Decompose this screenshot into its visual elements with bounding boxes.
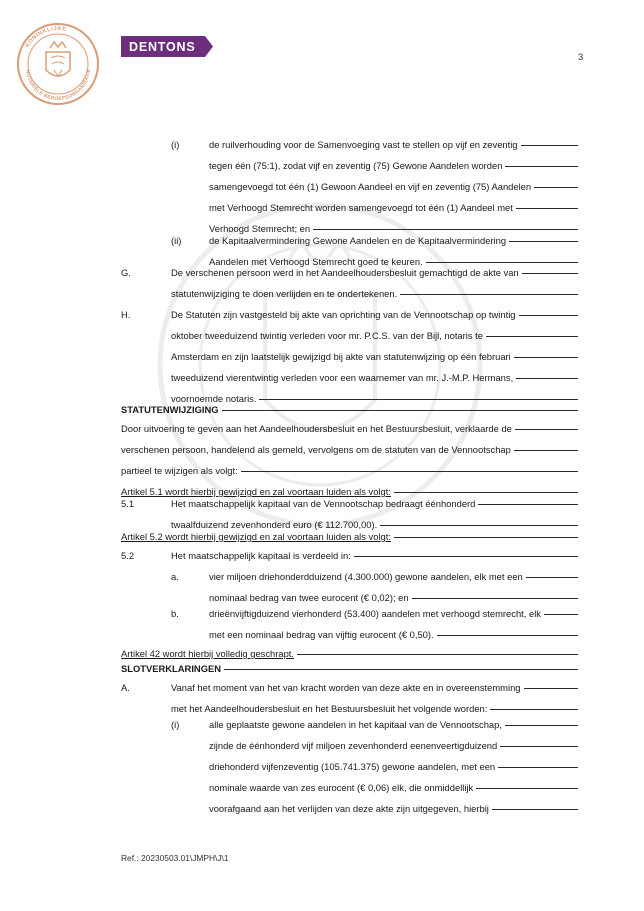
- line-text: nominale waarde van zes eurocent (€ 0,06) elk, die onmiddellijk: [209, 782, 474, 793]
- fill-rule: [500, 746, 578, 747]
- fill-rule: [526, 577, 578, 578]
- fill-rule: [394, 537, 578, 538]
- line-text: met Verhoogd Stemrecht worden samengevoegd tot één (1) Aandeel met: [209, 202, 513, 213]
- svg-text:DENTONS: DENTONS: [129, 40, 196, 54]
- line-label: H.: [121, 309, 131, 320]
- fill-rule: [515, 429, 578, 430]
- line-text: SLOTVERKLARINGEN: [121, 663, 222, 674]
- line-text: tegen één (75:1), zodat vijf en zeventig (75) Gewone Aandelen worden: [209, 160, 503, 171]
- line-text: Vanaf het moment van het van kracht worden van deze akte en in overeenstemming: [171, 682, 521, 693]
- fill-rule: [476, 788, 578, 789]
- line-text: alle geplaatste gewone aandelen in het kapitaal van de Vennootschap,: [209, 719, 502, 730]
- fill-rule: [437, 635, 578, 636]
- fill-rule: [380, 525, 578, 526]
- line-text: driehonderd vijfenzeventig (105.741.375) gewone aandelen, met een: [209, 761, 496, 772]
- line-text: drieënvijftigduizend vierhonderd (53.400) aandelen met verhoogd stemrecht, elk: [209, 608, 541, 619]
- line-text: STATUTENWIJZIGING: [121, 404, 219, 415]
- fill-rule: [522, 273, 578, 274]
- line-label: G.: [121, 267, 131, 278]
- fill-rule: [490, 709, 578, 710]
- fill-rule: [241, 471, 578, 472]
- page-number: 3: [578, 52, 584, 63]
- fill-rule: [505, 166, 578, 167]
- fill-rule: [509, 241, 578, 242]
- line-text: met het Aandeelhoudersbesluit en het Bestuursbesluit het volgende worden:: [171, 703, 488, 714]
- line-text: voorafgaand aan het verlijden van deze akte zijn uitgegeven, hierbij: [209, 803, 489, 814]
- fill-rule: [412, 598, 578, 599]
- line-text: De Statuten zijn vastgesteld bij akte van oprichting van de Vennootschap op twintig: [171, 309, 516, 320]
- line-text: Het maatschappelijk kapitaal van de Vennootschap bedraagt éénhonderd: [171, 498, 476, 509]
- line-label: 5.1: [121, 498, 135, 509]
- fill-rule: [524, 688, 578, 689]
- fill-rule: [394, 492, 578, 493]
- line-text: tweeduizend vierentwintig verleden voor een waarnemer van mr. J.-M.P. Hermans,: [171, 372, 514, 383]
- fill-rule: [313, 229, 578, 230]
- fill-rule: [222, 410, 578, 411]
- fill-rule: [426, 262, 578, 263]
- fill-rule: [354, 556, 578, 557]
- line-text: de ruilverhouding voor de Samenvoeging vast te stellen op vijf en zeventig: [209, 139, 518, 150]
- line-label: a.: [171, 571, 179, 582]
- fill-rule: [400, 294, 578, 295]
- line-text: Verhoogd Stemrecht; en: [209, 223, 311, 234]
- line-text: Amsterdam en zijn laatstelijk gewijzigd bij akte van statutenwijzing op één februari: [171, 351, 511, 362]
- fill-rule: [514, 357, 578, 358]
- line-text: Aandelen met Verhoogd Stemrecht goed te keuren.: [209, 256, 423, 267]
- fill-rule: [492, 809, 578, 810]
- fill-rule: [519, 315, 579, 316]
- fill-rule: [521, 145, 578, 146]
- fill-rule: [478, 504, 578, 505]
- line-text: samengevoegd tot één (1) Gewoon Aandeel en vijf en zeventig (75) Aandelen: [209, 181, 532, 192]
- fill-rule: [224, 669, 578, 670]
- line-text: Het maatschappelijk kapitaal is verdeeld in:: [171, 550, 351, 561]
- line-label: 5.2: [121, 550, 135, 561]
- fill-rule: [259, 399, 578, 400]
- fill-rule: [486, 336, 578, 337]
- footer-reference: Ref.: 20230503.01\JMPH\J\1: [121, 853, 229, 863]
- line-text: De verschenen persoon werd in het Aandeelhoudersbesluit gemachtigd de akte van: [171, 267, 519, 278]
- fill-rule: [498, 767, 578, 768]
- fill-rule: [516, 208, 578, 209]
- fill-rule: [516, 378, 578, 379]
- notary-seal-logo: [14, 12, 102, 112]
- svg-text:KONINKLIJKE: KONINKLIJKE: [24, 25, 67, 49]
- line-text: statutenwijziging te doen verlijden en te ondertekenen.: [171, 288, 398, 299]
- line-label: (i): [171, 719, 180, 730]
- line-text: verschenen persoon, handelend als gemeld, vervolgens om de statuten van de Vennootschap: [121, 444, 511, 455]
- line-text: de Kapitaalvermindering Gewone Aandelen en de Kapitaalvermindering: [209, 235, 507, 246]
- line-label: (i): [171, 139, 180, 150]
- line-label: (ii): [171, 235, 182, 246]
- fill-rule: [297, 654, 578, 655]
- line-label: A.: [121, 682, 130, 693]
- svg-text:NOTARIËLE BEROEPSORGANISATIE: NOTARIËLE BEROEPSORGANISATIE: [24, 68, 93, 103]
- line-text: voornoemde notaris.: [171, 393, 257, 404]
- line-text: Door uitvoering te geven aan het Aandeelhoudersbesluit en het Bestuursbesluit, verklaarde de: [121, 423, 512, 434]
- fill-rule: [505, 725, 578, 726]
- line-text: Artikel 42 wordt hierbij volledig geschrapt.: [121, 648, 295, 659]
- line-text: met een nominaal bedrag van vijftig eurocent (€ 0,50).: [209, 629, 434, 640]
- line-text: twaalfduizend zevenhonderd euro (€ 112.700,00).: [171, 519, 378, 530]
- fill-rule: [514, 450, 578, 451]
- line-text: nominaal bedrag van twee eurocent (€ 0,02); en: [209, 592, 409, 603]
- line-text: partieel te wijzigen als volgt:: [121, 465, 238, 476]
- line-text: oktober tweeduizend twintig verleden voor mr. P.C.S. van der Bijl, notaris te: [171, 330, 483, 341]
- line-label: b.: [171, 608, 179, 619]
- line-text: zijnde de éénhonderd vijf miljoen zevenhonderd eenenveertigduizend: [209, 740, 498, 751]
- line-text: vier miljoen driehonderdduizend (4.300.000) gewone aandelen, elk met een: [209, 571, 523, 582]
- line-text: Artikel 5.2 wordt hierbij gewijzigd en zal voortaan luiden als volgt:: [121, 531, 391, 542]
- fill-rule: [534, 187, 578, 188]
- line-text: Artikel 5.1 wordt hierbij gewijzigd en zal voortaan luiden als volgt:: [121, 486, 391, 497]
- fill-rule: [544, 614, 578, 615]
